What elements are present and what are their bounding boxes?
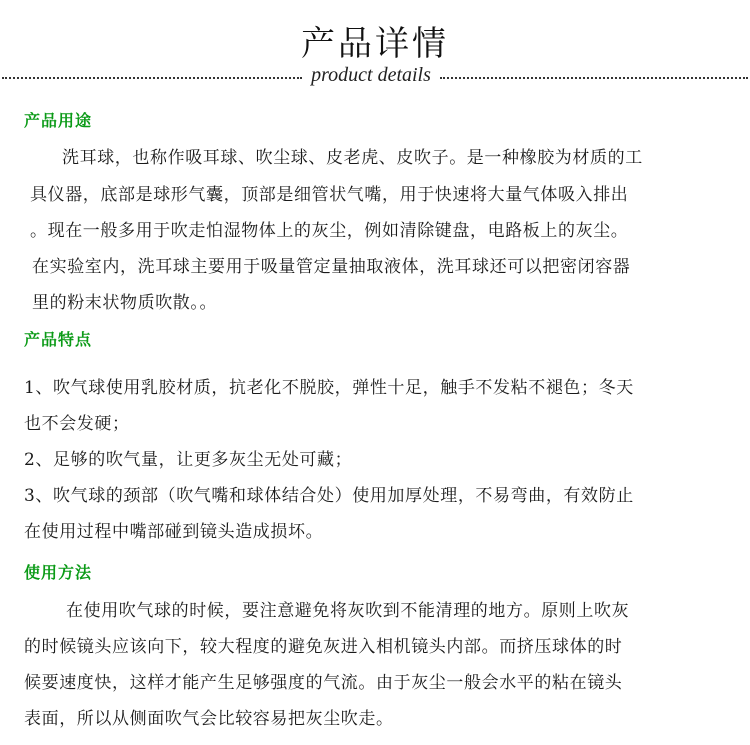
dotted-divider-left	[2, 77, 302, 79]
usage-paragraph-line: 洗耳球，也称作吸耳球、吹尘球、皮老虎、皮吹子。是一种橡胶为材质的工	[62, 148, 643, 168]
features-line: 2、足够的吹气量，让更多灰尘无处可藏；	[24, 450, 353, 470]
section-heading-features: 产品特点	[24, 330, 93, 349]
features-line: 3、吹气球的颈部（吹气嘴和球体结合处）使用加厚处理，不易弯曲，有效防止	[24, 486, 634, 506]
features-line: 也不会发硬；	[24, 414, 130, 434]
dotted-divider-right	[440, 77, 748, 79]
method-paragraph-line: 的时候镜头应该向下，较大程度的避免灰进入相机镜头内部。而挤压球体的时	[24, 637, 623, 657]
usage-paragraph-line: 里的粉末状物质吹散。。	[32, 293, 218, 313]
section-heading-method: 使用方法	[24, 563, 93, 582]
method-paragraph-line: 候要速度快，这样才能产生足够强度的气流。由于灰尘一般会水平的粘在镜头	[24, 673, 623, 693]
page-title: 产品详情	[301, 24, 449, 64]
subtitle-row	[0, 64, 750, 90]
method-paragraph-line: 在使用吹气球的时候，要注意避免将灰吹到不能清理的地方。原则上吹灰	[66, 601, 630, 621]
usage-paragraph-line: 在实验室内，洗耳球主要用于吸量管定量抽取液体，洗耳球还可以把密闭容器	[32, 257, 631, 277]
usage-paragraph-line: 具仪器，底部是球形气囊，顶部是细管状气嘴，用于快速将大量气体吸入排出	[30, 185, 629, 205]
features-line: 在使用过程中嘴部碰到镜头造成损坏。	[24, 522, 324, 542]
usage-paragraph-line: 。现在一般多用于吹走怕湿物体上的灰尘，例如清除键盘，电路板上的灰尘。	[30, 221, 629, 241]
method-paragraph-line: 表面，所以从侧面吹气会比较容易把灰尘吹走。	[24, 709, 394, 729]
section-heading-usage: 产品用途	[24, 111, 93, 130]
page-subtitle: product details	[311, 64, 431, 86]
features-line: 1、吹气球使用乳胶材质，抗老化不脱胶，弹性十足，触手不发粘不褪色；冬天	[24, 378, 634, 398]
